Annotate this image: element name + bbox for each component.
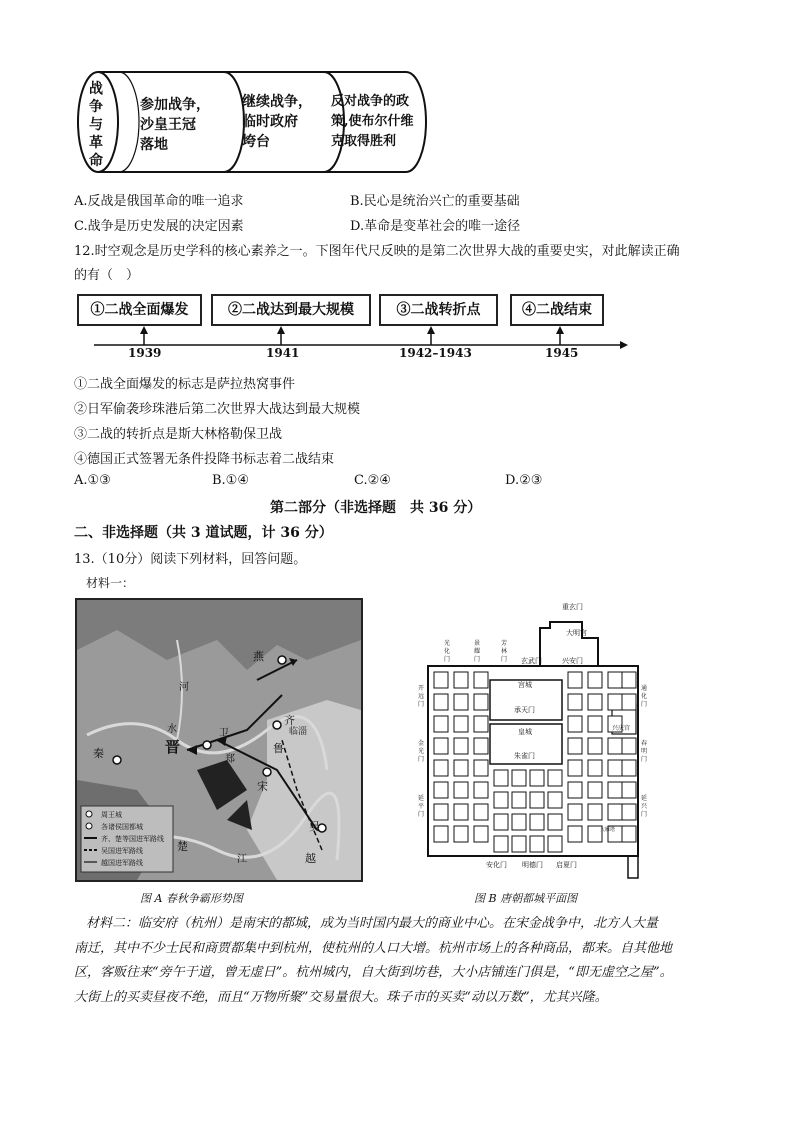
map-a-label-lu: 鲁 [273,742,284,755]
ward-block [588,782,602,798]
q12-statement-1: ①二战全面爆发的标志是萨拉热窝事件 [74,377,296,392]
ward-block [494,792,508,808]
ward-block [454,804,468,820]
q12-stem-line2: 的有（ ） [74,268,140,283]
ward-block [588,672,602,688]
ward-block [512,770,526,786]
ward-block [568,804,582,820]
ward-block [434,760,448,776]
ward-block [512,836,526,852]
gate-xuanwu: 玄武门 [521,657,542,665]
ward-block [454,672,468,688]
gate-yanping: 延平门 [418,795,425,818]
gate-tonghua: 通化门 [641,685,648,708]
ward-block [588,738,602,754]
q12-stem-line1: 12.时空观念是历史学科的核心素养之一。下图年代尺反映的是第二次世界大战的重要史实，对此解读正确 [74,244,680,259]
palace-xingqing: 兴庆宫 [612,725,631,732]
gate-anhua: 安化门 [486,861,507,869]
legend-state-capital: 各诸侯国都城 [101,823,143,831]
gate-yanxing: 延兴门 [641,795,648,818]
map-a-caption: 图 A 春秋争霸形势图 [140,892,243,905]
map-a-label-song: 宋 [257,780,268,793]
map-a-frame [75,598,363,882]
palace-city: 宫城 [518,681,532,689]
ward-block [568,716,582,732]
ward-block [608,804,622,820]
ward-block [548,836,562,852]
q12-option-b[interactable]: B.①④ [212,473,249,488]
ward-block [494,836,508,852]
timeline-year-1941: 1941 [266,346,300,360]
ward-block [454,826,468,842]
map-a-label-jin: 晋 [165,738,181,756]
timeline-box-2: ②二战达到最大规模 [211,294,371,326]
gate-mingde: 明德门 [522,861,543,869]
ward-block [454,694,468,710]
ward-block [474,738,488,754]
ward-block [434,694,448,710]
q11-option-a[interactable]: A.反战是俄国革命的唯一追求 [74,194,244,209]
gate-qixia: 启夏门 [556,861,577,869]
map-a-label-yan: 燕 [253,650,264,663]
legend-zhou-capital: 周王城 [101,811,122,819]
ward-block [434,738,448,754]
ward-block [474,782,488,798]
material1-label: 材料一： [86,576,135,590]
imperial-city: 皇城 [518,728,532,736]
ward-block [434,782,448,798]
map-a-label-he: 河 [179,682,189,693]
palace-daming: 大明宫 [566,629,587,637]
ward-block [568,672,582,688]
timeline-box-3: ③二战转折点 [379,294,498,326]
ward-block [608,694,622,710]
map-a-label-zheng: 郑 [225,754,235,765]
timeline-year-1945: 1945 [545,346,579,360]
ward-block [622,738,636,754]
map-a-label-qin: 秦 [93,747,104,760]
ward-block [548,792,562,808]
ward-block [474,716,488,732]
cylinder-seg-3: 反对战争的政 策,使布尔什维 克取得胜利 [331,94,414,149]
q12-option-a[interactable]: A.①③ [74,473,111,488]
map-b-caption: 图 B 唐朝都城平面图 [474,892,578,905]
map-a-label-linzi: 临淄 [289,727,308,737]
ward-block [512,814,526,830]
legend-yue-route: 越国进军路线 [101,859,143,867]
material2-text: 材料二：临安府（杭州）是南宋的都城，成为当时国内最大的商业中心。在宋金战争中，北方人大量 南迁，其中不少士民和商贾都集中到杭州，使杭州的人口大增。杭州市场上的各种商品，都来。自其他地 区，客贩往来“旁午于道，曾无虚日”。杭州城内，自大街到坊巷，大小店铺连门俱是，“即无虚空之屋”。 大街上的买卖昼夜不绝，而且“万物所聚”交易量很大。珠子市的买卖“动以万数”，尤其兴隆。 [74,916,673,1005]
q11-option-b[interactable]: B.民心是统治兴亡的重要基础 [350,194,520,209]
gate-chengtian: 承天门 [514,706,535,714]
ward-block [568,760,582,776]
map-a-label-jiang: 江 [237,854,247,865]
ward-block [608,672,622,688]
ward-block [494,814,508,830]
timeline-box-4: ④二战结束 [510,294,604,326]
ward-block [622,826,636,842]
legend-qi-chu-route: 齐、楚等国进军路线 [101,835,164,843]
timeline-year-1939: 1939 [128,346,162,360]
ward-block [530,814,544,830]
ward-block [622,694,636,710]
ward-block [530,770,544,786]
ward-block [622,672,636,688]
ward-block [530,792,544,808]
ward-block [622,804,636,820]
gate-zhuque: 朱雀门 [514,752,535,760]
ward-block [454,782,468,798]
gate-jingyao: 景耀门 [474,640,481,663]
legend-wu-route: 吴国进军路线 [101,847,143,855]
ward-block [588,716,602,732]
ward-block [588,694,602,710]
ward-block [434,716,448,732]
map-b-plan [400,600,650,882]
ward-block [474,760,488,776]
ward-block [434,804,448,820]
map-a-label-chu: 楚 [177,840,188,853]
map-a-label-wei: 卫 [219,728,229,739]
ward-block [608,760,622,776]
map-a-label-yue: 越 [305,852,316,865]
ward-block [454,760,468,776]
map-a-label-qi: 齐 [284,714,295,727]
ward-block [622,760,636,776]
ward-block [548,770,562,786]
gate-fanglin: 芳林门 [501,640,508,663]
ward-block [530,836,544,852]
section-heading: 二、非选择题（共 3 道试题，计 36 分） [74,525,333,541]
q11-option-d[interactable]: D.革命是变革社会的唯一途径 [350,219,521,234]
ward-block [568,738,582,754]
ward-block [608,782,622,798]
ward-block [474,826,488,842]
ward-block [568,782,582,798]
map-a-label-shui: 水 [167,724,177,735]
part2-heading: 第二部分（非选择题 共 36 分） [270,500,482,516]
ward-block [588,804,602,820]
ward-block [622,782,636,798]
ward-block [474,804,488,820]
gate-xingan: 兴安门 [562,657,583,665]
ward-block [434,826,448,842]
map-a-legend [101,809,164,869]
timeline-year-1942-1943: 1942–1943 [399,346,472,360]
q12-option-c[interactable]: C.②④ [354,473,391,488]
ward-block [454,738,468,754]
gate-guanghua: 光化门 [444,640,451,663]
q12-option-d[interactable]: D.②③ [505,473,543,488]
ward-block [434,672,448,688]
ward-block [548,814,562,830]
q12-statement-2: ②日军偷袭珍珠港后第二次世界大战达到最大规模 [74,402,361,417]
cylinder-seg-1: 参加战争， 沙皇王冠 落地 [140,97,210,153]
ward-block [494,770,508,786]
gate-jinguang: 金光门 [418,740,425,763]
ward-block [512,792,526,808]
gate-chongxuan: 重玄门 [562,603,583,611]
gate-kaiyuan: 开远门 [418,685,425,708]
cylinder-title: 战争与革命 [89,81,103,169]
pagoda-dayan: 大雁塔 [600,827,616,833]
q11-option-c[interactable]: C.战争是历史发展的决定因素 [74,219,244,234]
ward-block [568,826,582,842]
ward-block [474,672,488,688]
ward-block [588,760,602,776]
q12-statement-3: ③二战的转折点是斯大林格勒保卫战 [74,427,283,442]
ward-block [474,694,488,710]
q12-statement-4: ④德国正式签署无条件投降书标志着二战结束 [74,452,335,467]
ward-block [454,716,468,732]
cylinder-seg-2: 继续战争， 临时政府 垮台 [242,94,312,150]
timeline-box-1: ①二战全面爆发 [77,294,202,326]
q13-stem: 13.（10分）阅读下列材料，回答问题。 [74,552,307,567]
gate-chunming: 春明门 [641,740,648,763]
ward-block [608,738,622,754]
map-a-label-wu: 吴 [309,820,320,833]
ward-block [568,694,582,710]
